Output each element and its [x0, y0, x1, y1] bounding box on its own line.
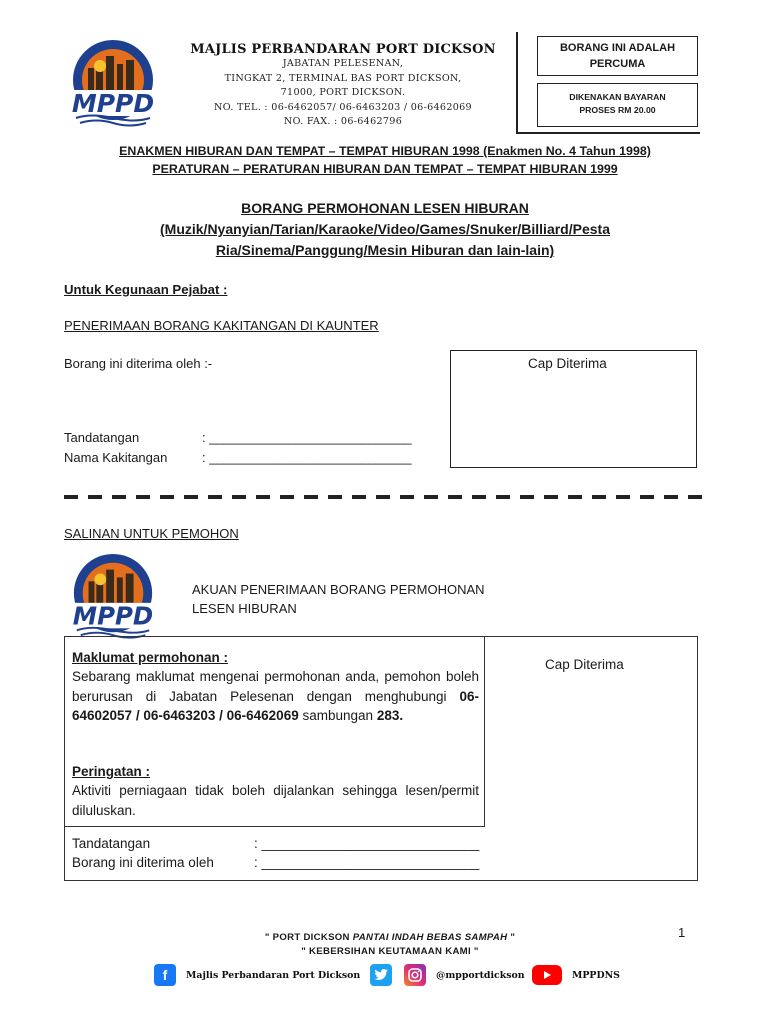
office-use-heading: Untuk Kegunaan Pejabat :: [64, 282, 228, 297]
mppd-logo: [66, 38, 160, 130]
signature-field[interactable]: : ____________________________: [202, 430, 412, 445]
fee-notice-line: DIKENAKAN BAYARAN: [569, 92, 666, 102]
staff-name-label: Nama Kakitangan: [64, 450, 168, 465]
stamp-label: Cap Diterima: [545, 657, 624, 672]
slogan-part: PANTAI INDAH BEBAS SAMPAH: [352, 932, 508, 943]
svg-text:MPPD: MPPD: [71, 89, 155, 118]
enactment-title: ENAKMEN HIBURAN DAN TEMPAT – TEMPAT HIBURAN 1998 (Enakmen No. 4 Tahun 1998): [119, 144, 651, 158]
free-notice-line: PERCUMA: [589, 58, 646, 70]
received-by-field[interactable]: : _____________________________: [254, 855, 480, 870]
youtube-icon: [532, 965, 562, 985]
org-line: NO. TEL. : 06-6462057/ 06-6463203 / 06-6462069: [214, 101, 472, 113]
info-heading: Maklumat permohonan :: [72, 650, 229, 665]
stamp-label: Cap Diterima: [528, 356, 607, 371]
free-form-notice: [537, 36, 698, 76]
org-line: JABATAN PELESENAN,: [282, 58, 404, 69]
page-number: 1: [678, 925, 686, 940]
acknowledgement-title: AKUAN PENERIMAAN BORANG PERMOHONAN: [192, 582, 485, 597]
facebook-link[interactable]: [154, 963, 360, 987]
fee-notice-line: PROSES RM 20.00: [579, 105, 656, 115]
organisation-block: [178, 42, 508, 130]
info-phones: 06-64602057 / 06-6463203 / 06-6462069: [72, 688, 479, 723]
slogan-part: " PORT DICKSON: [264, 932, 353, 943]
form-subtitle: Ria/Sinema/Panggung/Mesin Hiburan dan lain-lain): [215, 242, 555, 258]
svg-text:MPPD: MPPD: [72, 601, 154, 631]
received-by-label: Borang ini diterima oleh: [72, 855, 214, 870]
extension-value: 283: [376, 708, 400, 723]
cut-line: [64, 495, 706, 499]
regulation-title: PERATURAN – PERATURAN HIBURAN DAN TEMPAT – TEMPAT HIBURAN 1999: [152, 162, 618, 176]
facebook-label: Majlis Perbandaran Port Dickson: [186, 969, 361, 981]
free-notice-line: BORANG INI ADALAH: [559, 42, 676, 54]
slogan-line: " KEBERSIHAN KEUTAMAAN KAMI ": [301, 946, 479, 957]
box-divider: [64, 826, 485, 827]
signature-field[interactable]: : _____________________________: [254, 836, 480, 851]
acknowledgement-subtitle: LESEN HIBURAN: [192, 601, 297, 616]
youtube-label: MPPDNS: [572, 969, 620, 981]
slogan-line: [140, 932, 640, 943]
twitter-link[interactable]: [370, 963, 392, 987]
form-title: BORANG PERMOHONAN LESEN HIBURAN: [241, 200, 529, 216]
signature-label: Tandatangan: [72, 836, 151, 851]
extension-label: sambungan: [302, 708, 374, 723]
warning-heading: Peringatan :: [72, 764, 151, 779]
processing-fee-notice: [537, 83, 698, 127]
instagram-handle: @mpportdickson: [436, 969, 525, 981]
box-divider: [484, 636, 485, 827]
twitter-icon: [370, 964, 392, 986]
org-line: NO. FAX. : 06-6462796: [283, 116, 403, 127]
instagram-icon: [404, 964, 426, 986]
applicant-copy-heading: SALINAN UNTUK PEMOHON: [64, 526, 239, 541]
instagram-link[interactable]: [404, 963, 525, 987]
header-divider-vertical: [516, 32, 518, 134]
warning-text: Aktiviti perniagaan tidak boleh dijalankan sehingga lesen/permit diluluskan.: [72, 783, 479, 818]
youtube-link[interactable]: [532, 963, 620, 987]
signature-label: Tandatangan: [64, 430, 140, 445]
info-paragraph: Sebarang maklumat mengenai permohonan anda, pemohon boleh berurusan di Jabatan Pelesenan dengan menghubungi 06-64602057 / 06-6463203 / 06-6462069 sambungan 283.: [72, 669, 479, 723]
counter-heading: PENERIMAAN BORANG KAKITANGAN DI KAUNTER: [64, 318, 379, 333]
org-name: MAJLIS PERBANDARAN PORT DICKSON: [190, 42, 496, 57]
facebook-icon: f: [154, 964, 176, 986]
form-subtitle: (Muzik/Nyanyian/Tarian/Karaoke/Video/Games/Snuker/Billiard/Pesta: [160, 221, 610, 237]
org-line: TINGKAT 2, TERMINAL BAS PORT DICKSON,: [224, 72, 462, 84]
slogan-part: ": [507, 932, 516, 943]
header-divider-horizontal: [516, 132, 700, 134]
org-line: 71000, PORT DICKSON.: [280, 87, 406, 98]
received-by-label: Borang ini diterima oleh :-: [64, 356, 213, 371]
mppd-logo: [66, 552, 160, 642]
info-text: Sebarang maklumat mengenai permohonan anda, pemohon boleh berurusan di Jabatan Pelesenan dengan menghubungi: [72, 669, 479, 704]
staff-name-field[interactable]: : ____________________________: [202, 450, 412, 465]
